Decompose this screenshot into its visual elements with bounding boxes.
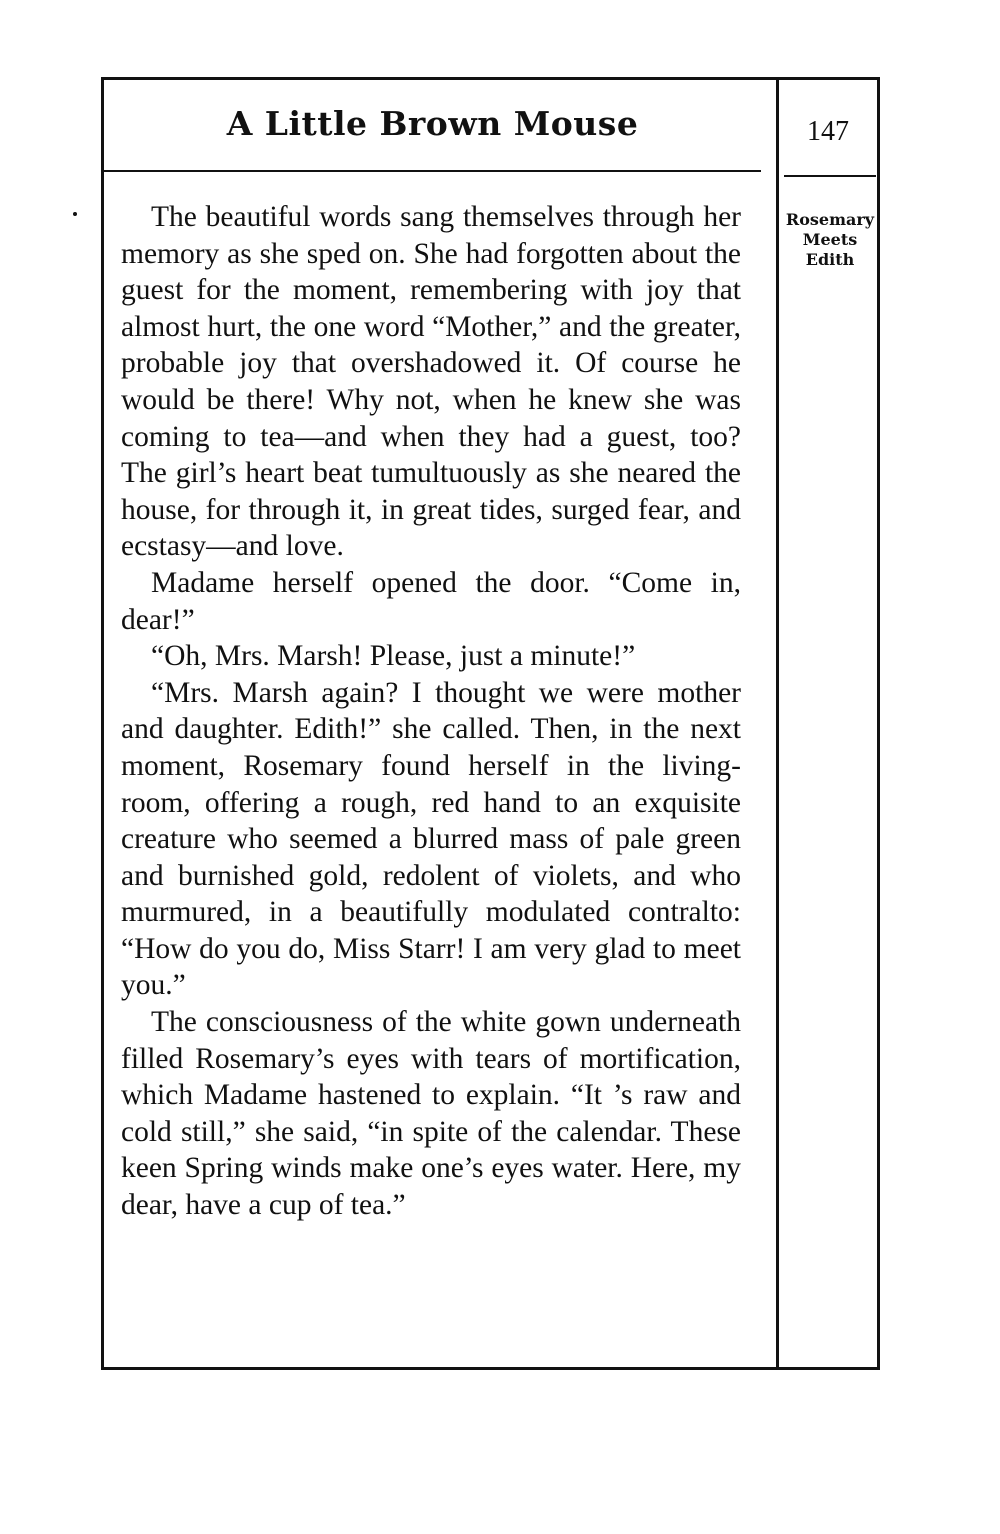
margin-divider [776,80,779,1370]
margin-mark [73,212,77,216]
margin-header-divider [784,175,876,177]
paragraph: The beautiful words sang themselves through her memory as she sped on. She had forgotten about the guest for the moment, remembering with joy that almost hurt, the one word “Mother,” and the greater, probable joy that overshadowed it. Of course he would be there! Why not, when he knew she was coming to tea—and when they had a guest, too? The girl’s heart beat tumultuously as she neared the house, for through it, in great tides, surged fear, and ecstasy—and love. [121,201,741,563]
marginal-note [784,210,876,270]
marginal-note-line: Edith [805,250,855,269]
paragraph: “Oh, Mrs. Marsh! Please, just a minute!” [151,640,636,673]
marginal-note-line: Rosemary [785,210,875,229]
paragraph: The consciousness of the white gown underneath filled Rosemary’s eyes with tears of mortification, which Madame hastened to explain. “It ’s raw and cold still,” she said, “in spite of the calendar. These keen Spring winds make one’s eyes water. Here, my dear, have a cup of tea.” [121,1006,741,1222]
body-text [121,199,741,1224]
paragraph: Madame herself opened the door. “Come in, dear!” [121,566,741,636]
marginal-note-line: Meets [802,230,858,249]
paragraph: “Mrs. Marsh again? I thought we were mother and daughter. Edith!” she called. Then, in the next moment, Rosemary found herself in the living-room, offering a rough, red hand to an exquisite creature who seemed a blurred mass of pale green and burnished gold, redolent of violets, and who murmured, in a beautifully modulated contralto: “How do you do, Miss Starr! I am very glad to meet you.” [121,676,741,1002]
page-frame [101,77,880,1370]
page-number: 147 [807,116,849,147]
running-title: A Little Brown Mouse [226,104,639,143]
header-divider [104,170,761,172]
